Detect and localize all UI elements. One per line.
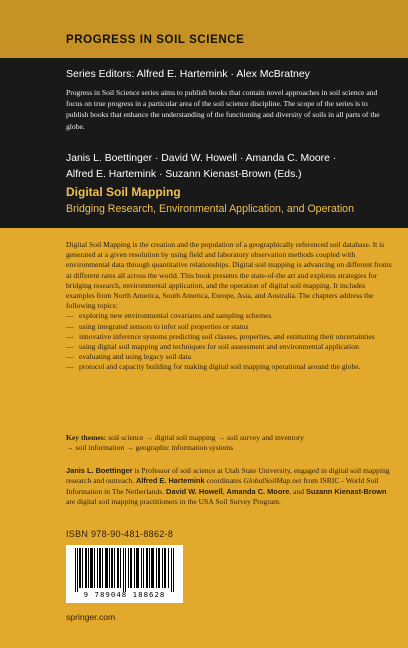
key-themes-label: Key themes:	[66, 433, 107, 442]
series-banner	[0, 0, 408, 58]
book-title: Digital Soil Mapping	[66, 185, 181, 199]
topic-item: — innovative inference systems predicting soil classes, properties, and estimating their uncertainties	[66, 332, 392, 342]
bio-name: Amanda C. Moore	[226, 486, 290, 496]
topic-item: — protocol and capacity building for making digital soil mapping operational around the globe.	[66, 362, 392, 372]
arrow-icon: →	[217, 433, 226, 442]
book-description	[66, 240, 392, 373]
topic-item: — using integrated sensors to infer soil properties or status	[66, 322, 392, 332]
barcode-digits: 9 789048 188628	[83, 590, 166, 599]
bio-text: from ISRIC - World Soil Information in The Netherlands.	[66, 476, 379, 496]
bio-text: coordinates	[204, 476, 244, 486]
series-editors: Series Editors: Alfred E. Hartemink · Alex McBratney	[66, 68, 310, 80]
theme-item: digital soil mapping	[154, 433, 216, 442]
bio-name: Janis L. Boettinger	[66, 466, 133, 475]
arrow-icon: →	[126, 443, 134, 453]
bio-text: are digital soil mapping practitioners in the USA Soil Survey Program.	[66, 497, 281, 507]
book-editors	[66, 151, 396, 183]
arrow-icon: →	[145, 433, 153, 442]
topics-list	[66, 311, 392, 372]
arrow-icon: →	[66, 443, 74, 453]
bio-text: is Professor of soil science at Utah State University, engaged in digital soil mapping research and outreach.	[66, 466, 390, 486]
bio-text: , and	[289, 486, 306, 496]
book-editors-line-2: Alfred E. Hartemink · Suzann Kienast-Brown (Eds.)	[66, 169, 302, 180]
series-description: Progress in Soil Science series aims to publish books that contain novel approaches in soil science and focus on true progress in a particular area of the soil science discipline. The scope of the series is to publish books that enhance the understanding of the functioning and diversity of soils in all parts of the globe.	[66, 88, 380, 131]
theme-item: soil science	[108, 433, 144, 442]
bio-name: David W. Howell	[166, 486, 223, 496]
bio-website: GlobalSoilMap.net	[243, 476, 302, 486]
theme-item: soil survey and inventory	[226, 433, 304, 442]
editors-bio	[66, 466, 396, 508]
bio-text: ,	[222, 486, 227, 496]
key-themes	[66, 433, 392, 454]
book-subtitle: Bridging Research, Environmental Application, and Operation	[66, 203, 354, 215]
series-title: PROGRESS IN SOIL SCIENCE	[66, 34, 245, 46]
theme-item: geographic information systems	[135, 443, 234, 453]
series-panel	[0, 0, 408, 228]
topic-item: — evaluating and using legacy soil data	[66, 352, 392, 362]
barcode	[66, 545, 183, 603]
description-paragraph: Digital Soil Mapping is the creation and the population of a geographically referenced soil database. It is generated at a given resolution by using field and laboratory observation methods coupled with environmental data through quantitative relationships. Digital soil mapping is advancing on different fronts at different rates all across the world. This book presents the state-of-the art and explores strategies for bridging research, environmental application, and the operation of digital soil mapping. It includes examples from North America, South America, Europe, Asia, and Australia. The chapters address the following topics:	[66, 240, 392, 311]
isbn: ISBN 978-90-481-8862-8	[66, 529, 174, 539]
bio-name: Alfred E. Hartemink	[136, 476, 205, 486]
publisher-url[interactable]: springer.com	[66, 612, 116, 622]
book-editors-line-1: Janis L. Boettinger · David W. Howell · Amanda C. Moore ·	[66, 153, 337, 164]
topic-item: — exploring new environmental covariates and sampling schemes	[66, 311, 392, 321]
bio-name: Suzann Kienast-Brown	[306, 486, 387, 496]
barcode-icon	[75, 548, 175, 592]
topic-item: — using digital soil mapping and techniques for soil assessment and environmental application	[66, 342, 392, 352]
theme-item: soil information	[75, 443, 125, 453]
